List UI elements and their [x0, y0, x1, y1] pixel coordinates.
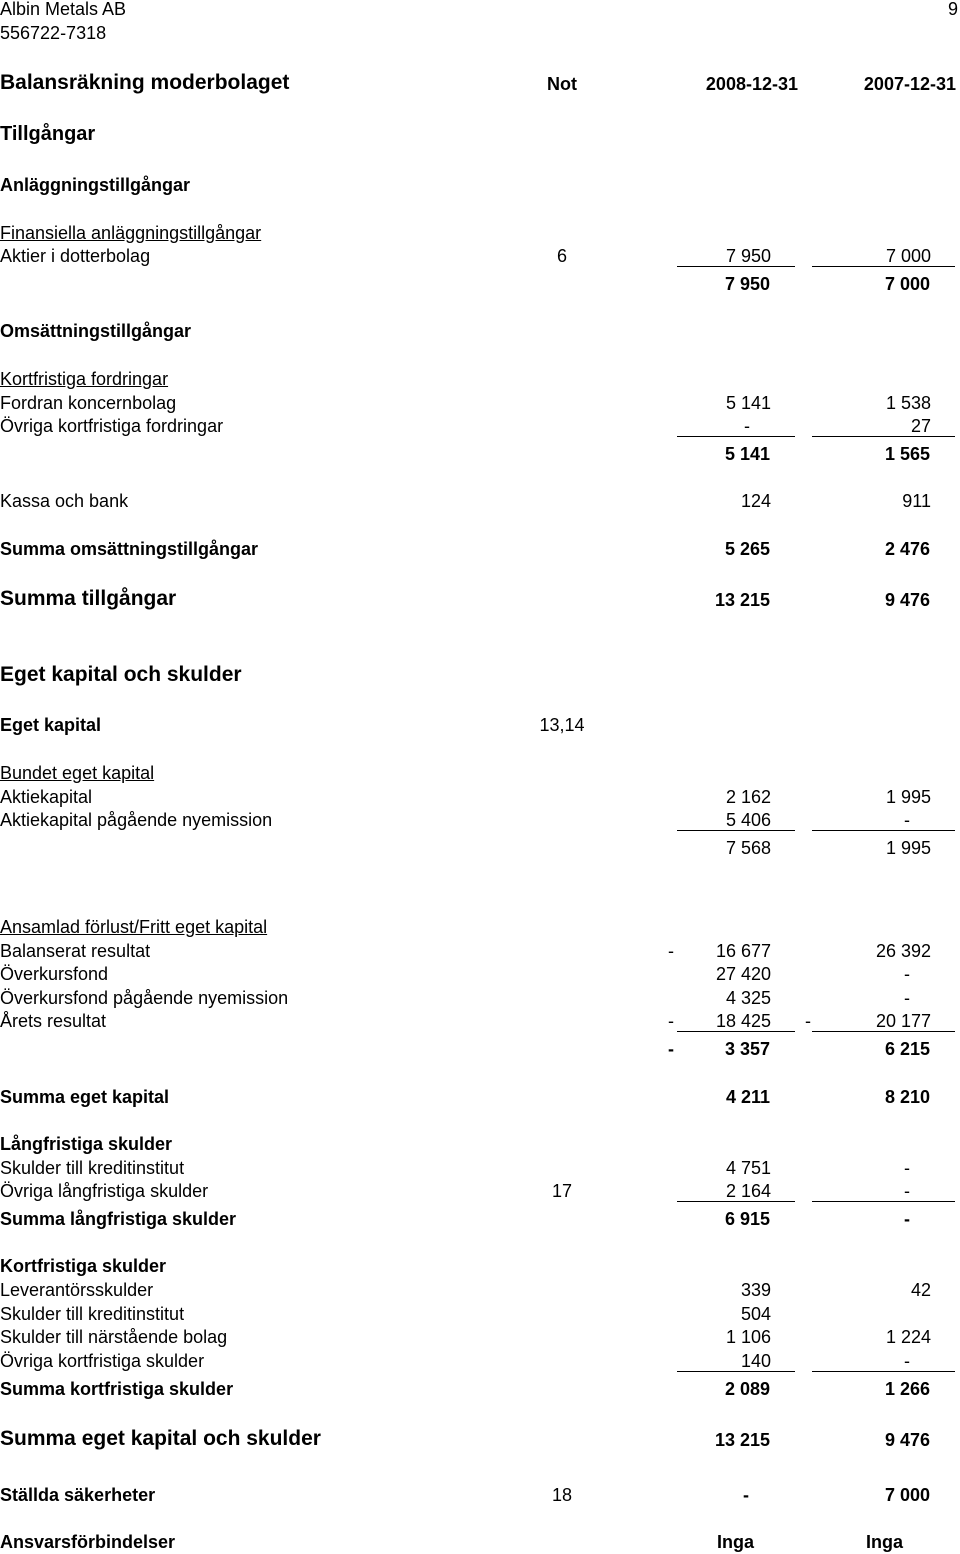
row-label: Årets resultat	[0, 1011, 107, 1031]
short-term-sum-2007: 1 266	[884, 1379, 930, 1399]
fixed-assets-heading: Anläggningstillgångar	[0, 175, 191, 195]
row-value-2007: 1 224	[885, 1327, 931, 1347]
row-value-2007: 20 177	[875, 1011, 931, 1031]
row-value-2007: -	[904, 964, 910, 984]
equity-liabilities-heading: Eget kapital och skulder	[0, 663, 242, 686]
row-value-2007: -	[904, 988, 910, 1008]
assets-heading: Tillgångar	[0, 123, 96, 145]
short-term-sum-2008: 2 089	[724, 1379, 770, 1399]
pledged-assets-label: Ställda säkerheter	[0, 1485, 156, 1505]
underline-rule	[677, 1371, 795, 1372]
row-value-2008: 5 141	[725, 393, 771, 413]
total-equity-liabilities-2008: 13 215	[714, 1430, 770, 1450]
underline-rule	[812, 1371, 955, 1372]
total-assets-2008: 13 215	[714, 590, 770, 610]
underline-rule	[812, 1031, 955, 1032]
current-assets-sum-2008: 5 265	[724, 539, 770, 559]
row-value-2008: 504	[740, 1304, 771, 1324]
row-label: Leverantörsskulder	[0, 1280, 154, 1300]
financial-assets-heading: Finansiella anläggningstillgångar	[0, 223, 262, 243]
row-label: Aktier i dotterbolag	[0, 246, 151, 266]
total-equity-liabilities-label: Summa eget kapital och skulder	[0, 1427, 321, 1450]
subtotal-2008: 7 568	[725, 838, 771, 858]
short-term-sum-label: Summa kortfristiga skulder	[0, 1379, 234, 1399]
long-term-sum-2007: -	[904, 1209, 910, 1229]
row-sign-2008: -	[668, 1011, 674, 1031]
row-value-2008: 4 751	[725, 1158, 771, 1178]
row-note: 17	[551, 1181, 573, 1201]
row-label: Aktiekapital	[0, 787, 93, 807]
row-value-2007: 27	[910, 416, 931, 436]
equity-sum-2007: 8 210	[884, 1087, 930, 1107]
underline-rule	[677, 1201, 795, 1202]
underline-rule	[812, 436, 955, 437]
row-label: Skulder till närstående bolag	[0, 1327, 228, 1347]
row-sign-2007: -	[805, 1011, 811, 1031]
column-note-header: Not	[547, 74, 577, 94]
pledged-assets-2008: -	[743, 1485, 749, 1505]
cash-label: Kassa och bank	[0, 491, 129, 511]
row-value-2007: 1 538	[885, 393, 931, 413]
pledged-assets-2007: 7 000	[884, 1485, 930, 1505]
contingent-liabilities-2007: Inga	[865, 1532, 903, 1552]
row-value-2008: 7 950	[725, 246, 771, 266]
row-label: Övriga långfristiga skulder	[0, 1181, 209, 1201]
row-value-2008: -	[744, 416, 750, 436]
subtotal-2007: 1 995	[885, 838, 931, 858]
row-value-2008: 2 162	[725, 787, 771, 807]
subtotal-2008: 5 141	[724, 444, 770, 464]
row-value-2007: 42	[910, 1280, 931, 1300]
subtotal-sign-2008: -	[668, 1039, 674, 1059]
cash-value-2008: 124	[740, 491, 771, 511]
restricted-equity-heading: Bundet eget kapital	[0, 763, 155, 783]
row-value-2007: -	[904, 1351, 910, 1371]
row-note: 6	[556, 246, 567, 266]
total-assets-2007: 9 476	[884, 590, 930, 610]
row-label: Skulder till kreditinstitut	[0, 1304, 185, 1324]
underline-rule	[677, 830, 795, 831]
subtotal-2008: 3 357	[724, 1039, 770, 1059]
subtotal-2007: 6 215	[884, 1039, 930, 1059]
row-value-2007: -	[904, 810, 910, 830]
row-label: Balanserat resultat	[0, 941, 151, 961]
page-title: Balansräkning moderbolaget	[0, 71, 290, 94]
row-label: Övriga kortfristiga skulder	[0, 1351, 205, 1371]
current-assets-heading: Omsättningstillgångar	[0, 321, 192, 341]
long-term-liabilities-heading: Långfristiga skulder	[0, 1134, 173, 1154]
row-sign-2008: -	[668, 941, 674, 961]
underline-rule	[812, 266, 955, 267]
row-label: Skulder till kreditinstitut	[0, 1158, 185, 1178]
org-number: 556722-7318	[0, 23, 107, 43]
underline-rule	[812, 830, 955, 831]
row-value-2008: 2 164	[725, 1181, 771, 1201]
row-value-2007: -	[904, 1158, 910, 1178]
contingent-liabilities-2008: Inga	[716, 1532, 754, 1552]
pledged-assets-note: 18	[551, 1485, 573, 1505]
underline-rule	[677, 1031, 795, 1032]
receivables-heading: Kortfristiga fordringar	[0, 369, 169, 389]
subtotal-2007: 1 565	[884, 444, 930, 464]
row-value-2007: 1 995	[885, 787, 931, 807]
current-assets-sum-label: Summa omsättningstillgångar	[0, 539, 259, 559]
column-2008-header: 2008-12-31	[705, 74, 798, 94]
subtotal-2008: 7 950	[724, 274, 770, 294]
row-value-2007: 26 392	[875, 941, 931, 961]
unrestricted-equity-heading: Ansamlad förlust/Fritt eget kapital	[0, 917, 268, 937]
row-value-2008: 18 425	[715, 1011, 771, 1031]
equity-sum-label: Summa eget kapital	[0, 1087, 170, 1107]
row-label: Överkursfond pågående nyemission	[0, 988, 289, 1008]
short-term-liabilities-heading: Kortfristiga skulder	[0, 1256, 167, 1276]
row-value-2008: 27 420	[715, 964, 771, 984]
total-equity-liabilities-2007: 9 476	[884, 1430, 930, 1450]
equity-sum-2008: 4 211	[725, 1087, 770, 1107]
long-term-sum-2008: 6 915	[724, 1209, 770, 1229]
current-assets-sum-2007: 2 476	[884, 539, 930, 559]
row-value-2008: 1 106	[725, 1327, 771, 1347]
row-label: Överkursfond	[0, 964, 109, 984]
underline-rule	[812, 1201, 955, 1202]
row-value-2007: 7 000	[885, 246, 931, 266]
underline-rule	[677, 436, 795, 437]
row-label: Aktiekapital pågående nyemission	[0, 810, 273, 830]
underline-rule	[677, 266, 795, 267]
row-value-2007: -	[904, 1181, 910, 1201]
column-2007-header: 2007-12-31	[863, 74, 956, 94]
row-label: Fordran koncernbolag	[0, 393, 177, 413]
row-value-2008: 339	[740, 1280, 771, 1300]
row-value-2008: 16 677	[715, 941, 771, 961]
row-value-2008: 140	[740, 1351, 771, 1371]
long-term-sum-label: Summa långfristiga skulder	[0, 1209, 237, 1229]
equity-note: 13,14	[539, 715, 585, 735]
equity-heading: Eget kapital	[0, 715, 102, 735]
total-assets-label: Summa tillgångar	[0, 587, 177, 610]
row-value-2008: 5 406	[725, 810, 771, 830]
page-number: 9	[947, 0, 958, 19]
row-value-2008: 4 325	[725, 988, 771, 1008]
subtotal-2007: 7 000	[884, 274, 930, 294]
row-label: Övriga kortfristiga fordringar	[0, 416, 224, 436]
company-name: Albin Metals AB	[0, 0, 127, 19]
contingent-liabilities-label: Ansvarsförbindelser	[0, 1532, 176, 1552]
cash-value-2007: 911	[902, 491, 931, 511]
